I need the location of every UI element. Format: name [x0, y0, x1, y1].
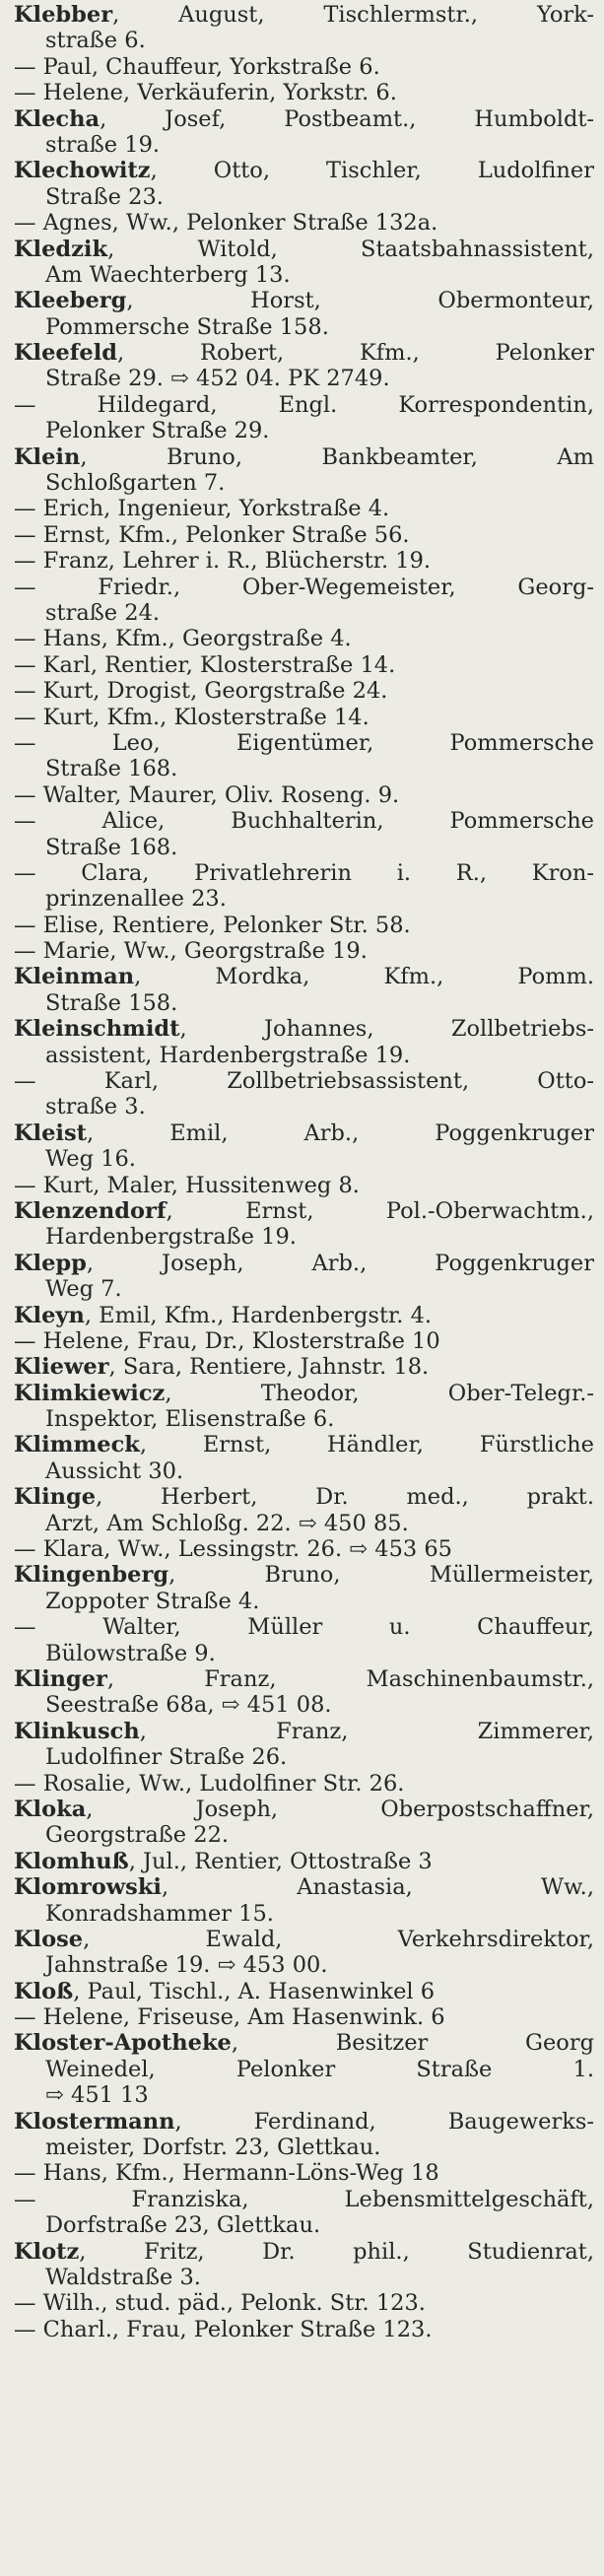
directory-entry — [14, 2160, 594, 2186]
entry-continuation-line: Schloßgarten 7. — [45, 470, 226, 497]
directory-entry — [14, 54, 594, 80]
entry-line: — Helene, Frau, Dr., Klosterstraße 10 — [14, 1327, 440, 1354]
directory-entry — [14, 808, 594, 860]
entry-continuation-line: Pelonker Straße 29. — [45, 418, 270, 444]
entry-continuation-line: prinzenallee 23. — [45, 886, 227, 913]
entry-continuation-line: Konradshammer 15. — [45, 1900, 274, 1927]
entry-surname: Klostermann — [14, 2108, 175, 2135]
directory-entry — [14, 1432, 594, 1484]
entry-line: — Hans, Kfm., Georgstraße 4. — [14, 626, 352, 652]
entry-continuation-line: Waldstraße 3. — [45, 2264, 201, 2290]
entry-continuation-line: Pommersche Straße 158. — [45, 313, 329, 340]
directory-entry — [14, 106, 594, 159]
entry-line: — Erich, Ingenieur, Yorkstraße 4. — [14, 496, 390, 522]
entry-continuation-line: Weinedel, Pelonker Straße 1. — [45, 2056, 594, 2082]
entry-line: Klingenberg, Bruno, Müllermeister, — [14, 1562, 594, 1589]
entry-line: — Franziska, Lebensmittelgeschäft, — [14, 2186, 594, 2212]
entry-continuation-line: Jahnstraße 19. ⇨ 453 00. — [45, 1952, 328, 1979]
directory-entry — [14, 1719, 594, 1771]
entry-continuation-line: straße 19. — [45, 131, 161, 158]
entry-line: — Marie, Ww., Georgstraße 19. — [14, 938, 368, 965]
entry-surname: Klomhuß — [14, 1848, 129, 1874]
entry-surname: Klenzendorf — [14, 1197, 167, 1224]
directory-entry — [14, 678, 594, 704]
entry-continuation-line: Georgstraße 22. — [45, 1822, 230, 1849]
directory-entry — [14, 1484, 594, 1536]
entry-continuation-line: assistent, Hardenbergstraße 19. — [45, 1042, 411, 1068]
directory-entry — [14, 1328, 594, 1354]
entry-continuation-line: Straße 158. — [45, 989, 178, 1016]
entry-line: — Karl, Zollbetriebsassistent, Otto- — [14, 1068, 594, 1095]
entry-line: — Alice, Buchhalterin, Pommersche — [14, 808, 594, 835]
directory-entry — [14, 1173, 594, 1198]
directory-entry — [14, 2004, 594, 2030]
entry-continuation-line: Arzt, Am Schloßg. 22. ⇨ 450 85. — [45, 1510, 409, 1536]
entry-line: — Leo, Eigentümer, Pommersche — [14, 729, 594, 756]
entry-continuation-line: meister, Dorfstr. 23, Glettkau. — [45, 2135, 381, 2161]
entry-surname: Klingenberg — [14, 1562, 169, 1589]
entry-surname: Kloß — [14, 1978, 74, 2004]
directory-entry — [14, 1796, 594, 1849]
directory-entry — [14, 548, 594, 574]
entry-continuation-line: Weg 7. — [45, 1276, 122, 1303]
entry-line: Kleyn, Emil, Kfm., Hardenbergstr. 4. — [14, 1302, 433, 1328]
entry-surname: Klose — [14, 1926, 84, 1952]
directory-entry — [14, 288, 594, 340]
directory-entry — [14, 1354, 594, 1380]
entry-line: Kloß, Paul, Tischl., A. Hasenwinkel 6 — [14, 1978, 436, 2004]
directory-entry — [14, 652, 594, 678]
entry-line: — Kurt, Drogist, Georgstraße 24. — [14, 678, 388, 705]
entry-line: — Agnes, Ww., Pelonker Straße 132a. — [14, 210, 438, 237]
entry-line: — Walter, Maurer, Oliv. Roseng. 9. — [14, 781, 400, 808]
directory-entry — [14, 964, 594, 1016]
directory-entry — [14, 2317, 594, 2342]
directory-entry — [14, 496, 594, 521]
entry-surname: Klein — [14, 443, 81, 470]
directory-entry — [14, 1120, 594, 1173]
entry-line: Kliewer, Sara, Rentiere, Jahnstr. 18. — [14, 1354, 430, 1381]
entry-continuation-line: straße 6. — [45, 28, 146, 54]
entry-line: Kloka, Joseph, Oberpostschaffner, — [14, 1796, 594, 1822]
directory-entry — [14, 340, 594, 392]
entry-continuation-line: straße 24. — [45, 599, 161, 626]
entry-line: Klenzendorf, Ernst, Pol.-Oberwachtm., — [14, 1197, 594, 1224]
entry-continuation-line: Hardenbergstraße 19. — [45, 1224, 297, 1251]
directory-entry — [14, 210, 594, 236]
entry-continuation-line: Aussicht 30. — [45, 1457, 184, 1484]
entry-line: — Walter, Müller u. Chauffeur, — [14, 1614, 594, 1641]
entry-line: Kleefeld, Robert, Kfm., Pelonker — [14, 340, 594, 367]
entry-line: — Karl, Rentier, Klosterstraße 14. — [14, 651, 396, 678]
directory-entry — [14, 80, 594, 105]
entry-surname: Klebber — [14, 2, 113, 28]
entry-surname: Kleist — [14, 1119, 88, 1146]
directory-entry — [14, 2290, 594, 2316]
directory-entry — [14, 1303, 594, 1328]
entry-surname: Kleeberg — [14, 288, 127, 314]
directory-entry — [14, 1979, 594, 2004]
entry-line: — Rosalie, Ww., Ludolfiner Str. 26. — [14, 1770, 405, 1796]
entry-surname: Klotz — [14, 2238, 80, 2265]
entry-line: Klomhuß, Jul., Rentier, Ottostraße 3 — [14, 1848, 433, 1874]
entry-line: Kleist, Emil, Arb., Poggenkruger — [14, 1119, 594, 1146]
entry-continuation-line: Weg 16. — [45, 1146, 136, 1173]
directory-entry — [14, 626, 594, 651]
entry-continuation-line: Straße 29. ⇨ 452 04. PK 2749. — [45, 366, 390, 392]
entry-line: — Helene, Verkäuferin, Yorkstr. 6. — [14, 80, 397, 106]
entry-surname: Kliewer — [14, 1354, 109, 1381]
entry-line: — Kurt, Maler, Hussitenweg 8. — [14, 1172, 360, 1198]
directory-entry — [14, 158, 594, 210]
entry-line: — Clara, Privatlehrerin i. R., Kron- — [14, 859, 594, 886]
directory-entry — [14, 2109, 594, 2161]
directory-entry — [14, 860, 594, 913]
entry-line: Kleeberg, Horst, Obermonteur, — [14, 288, 594, 314]
entry-surname: Klimmeck — [14, 1432, 140, 1458]
entry-line: — Paul, Chauffeur, Yorkstraße 6. — [14, 53, 380, 80]
entry-line: Klomrowski, Anastasia, Ww., — [14, 1874, 594, 1901]
entry-line: Klotz, Fritz, Dr. phil., Studienrat, — [14, 2238, 594, 2265]
entry-line: Klinger, Franz, Maschinenbaumstr., — [14, 1666, 594, 1692]
directory-entry — [14, 705, 594, 730]
entry-surname: Kleyn — [14, 1302, 85, 1328]
entry-line: Kleinschmidt, Johannes, Zollbetriebs- — [14, 1016, 594, 1043]
entry-surname: Kleefeld — [14, 340, 118, 367]
entry-surname: Klinge — [14, 1484, 97, 1511]
entry-continuation-line: Dorfstraße 23, Glettkau. — [45, 2212, 321, 2239]
entry-line: — Hildegard, Engl. Korrespondentin, — [14, 391, 594, 418]
directory-entry — [14, 1771, 594, 1796]
entry-surname: Kleinman — [14, 964, 135, 990]
entry-line: Klebber, August, Tischlermstr., York- — [14, 2, 594, 28]
entry-line: — Klara, Ww., Lessingstr. 26. ⇨ 453 65 — [14, 1536, 453, 1563]
directory-entry — [14, 913, 594, 938]
directory-entry — [14, 1666, 594, 1719]
entry-continuation-line: straße 3. — [45, 1094, 146, 1120]
entry-line: — Helene, Friseuse, Am Hasenwink. 6 — [14, 2004, 445, 2031]
entry-continuation-line: Straße 23. — [45, 183, 164, 210]
directory-entry — [14, 2187, 594, 2239]
directory-entry — [14, 938, 594, 964]
directory-entry — [14, 1927, 594, 1979]
directory-entry — [14, 237, 594, 289]
directory-entry — [14, 1381, 594, 1433]
entry-continuation-line: ⇨ 451 13 — [45, 2082, 149, 2109]
entry-line: Klinge, Herbert, Dr. med., prakt. — [14, 1484, 594, 1511]
directory-entry — [14, 1849, 594, 1874]
entry-continuation-line: Straße 168. — [45, 834, 178, 860]
entry-line: Klepp, Joseph, Arb., Poggenkruger — [14, 1250, 594, 1276]
entry-line: Kleinman, Mordka, Kfm., Pomm. — [14, 964, 594, 990]
entry-continuation-line: Straße 168. — [45, 756, 178, 782]
directory-entry — [14, 782, 594, 808]
entry-line: Klecha, Josef, Postbeamt., Humboldt- — [14, 105, 594, 132]
directory-entry — [14, 1016, 594, 1068]
entry-surname: Kledzik — [14, 236, 108, 262]
entry-continuation-line: Ludolfiner Straße 26. — [45, 1744, 288, 1771]
entry-surname: Kleinschmidt — [14, 1016, 180, 1043]
entry-surname: Klimkiewicz — [14, 1380, 166, 1406]
directory-entry — [14, 1251, 594, 1303]
entry-line: Kledzik, Witold, Staatsbahnassistent, — [14, 236, 594, 262]
entry-surname: Klechowitz — [14, 158, 151, 184]
directory-entry — [14, 2, 594, 54]
entry-line: Klimkiewicz, Theodor, Ober-Telegr.- — [14, 1380, 594, 1406]
entry-line: Klein, Bruno, Bankbeamter, Am — [14, 443, 594, 470]
entry-continuation-line: Seestraße 68a, ⇨ 451 08. — [45, 1692, 332, 1719]
directory-entry — [14, 522, 594, 548]
directory-entry — [14, 1614, 594, 1666]
entry-surname: Klepp — [14, 1250, 87, 1276]
entry-surname: Klinger — [14, 1666, 107, 1692]
entry-line: Klechowitz, Otto, Tischler, Ludolfiner — [14, 158, 594, 184]
entry-surname: Klomrowski — [14, 1874, 162, 1901]
directory-entry — [14, 392, 594, 444]
entry-line: — Ernst, Kfm., Pelonker Straße 56. — [14, 521, 410, 548]
entry-line: — Elise, Rentiere, Pelonker Str. 58. — [14, 912, 411, 938]
entry-line: Klostermann, Ferdinand, Baugewerks- — [14, 2108, 594, 2135]
directory-entry — [14, 2030, 594, 2108]
entry-surname: Kloka — [14, 1796, 87, 1822]
entry-line: — Wilh., stud. päd., Pelonk. Str. 123. — [14, 2290, 426, 2317]
entry-continuation-line: Inspektor, Elisenstraße 6. — [45, 1406, 335, 1433]
entry-surname: Kloster-Apotheke — [14, 2030, 232, 2057]
directory-entry — [14, 1874, 594, 1927]
entry-continuation-line: Zoppoter Straße 4. — [45, 1588, 260, 1614]
entry-line: — Friedr., Ober-Wegemeister, Georg- — [14, 574, 594, 600]
entry-line: — Charl., Frau, Pelonker Straße 123. — [14, 2316, 433, 2342]
entry-line: Kloster-Apotheke, Besitzer Georg — [14, 2030, 594, 2057]
entry-surname: Klecha — [14, 105, 101, 132]
entry-surname: Klinkusch — [14, 1718, 140, 1744]
directory-entry — [14, 730, 594, 782]
entry-line: Klose, Ewald, Verkehrsdirektor, — [14, 1926, 594, 1952]
directory-entry — [14, 2239, 594, 2291]
directory-entry — [14, 1562, 594, 1614]
directory-entry — [14, 1536, 594, 1562]
entry-line: — Franz, Lehrer i. R., Blücherstr. 19. — [14, 548, 432, 575]
entry-line: — Hans, Kfm., Hermann-Löns-Weg 18 — [14, 2160, 439, 2187]
entry-continuation-line: Bülowstraße 9. — [45, 1640, 216, 1666]
entry-line: Klinkusch, Franz, Zimmerer, — [14, 1718, 594, 1744]
directory-entry — [14, 1198, 594, 1251]
entry-line: — Kurt, Kfm., Klosterstraße 14. — [14, 704, 369, 730]
directory-entry — [14, 444, 594, 497]
entry-continuation-line: Am Waechterberg 13. — [45, 261, 291, 288]
directory-entry — [14, 575, 594, 627]
directory-entry — [14, 1068, 594, 1120]
entry-line: Klimmeck, Ernst, Händler, Fürstliche — [14, 1432, 594, 1458]
